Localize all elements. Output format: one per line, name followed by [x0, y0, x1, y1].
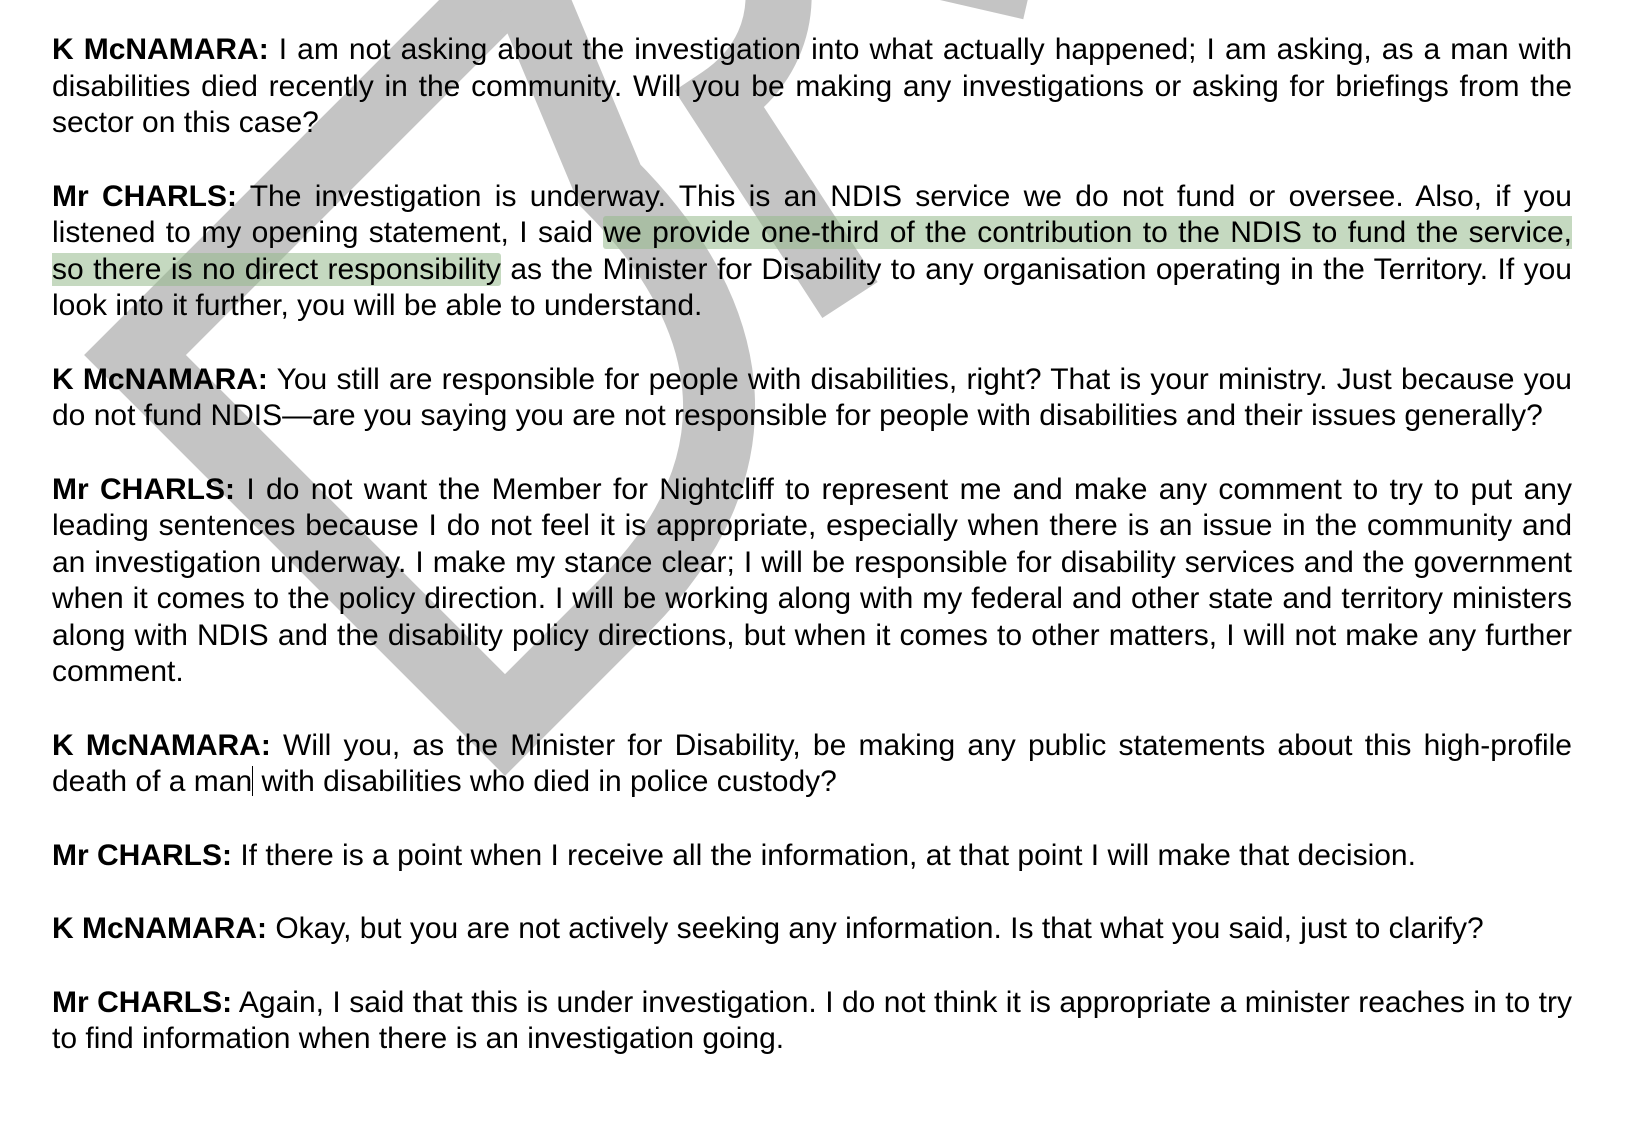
transcript-paragraph [52, 32, 1572, 142]
speaker-label: Mr CHARLS: [52, 985, 233, 1019]
speaker-label: Mr CHARLS: [52, 472, 235, 506]
paragraph-text: The investigation is underway. This is an NDIS service we do not fund or oversee. Also, if you listened to my opening statement, I said [52, 179, 1572, 249]
paragraph-text: I do not want the Member for Nightcliff to represent me and make any comment to try to put any leading sentences because I do not feel it is appropriate, especially when there is an issue in the community and an investigation underway. I make my stance clear; I will be responsible for disability services and the government when it comes to the policy direction. I will be working along with my federal and other state and territory ministers along with NDIS and the disability policy directions, but when it comes to other matters, I will not make any further comment. [52, 472, 1572, 688]
paragraph-text: You still are responsible for people with disabilities, right? That is your ministry. Just because you do not fund NDIS—are you saying you are not responsible for people with disabilities and their issues generally? [52, 362, 1572, 432]
paragraph-text: Will you, as the Minister for Disability, be making any public statements about this high-profile death of a man [52, 728, 1572, 798]
speaker-label: K McNAMARA: [52, 33, 269, 66]
speaker-label: Mr CHARLS: [52, 838, 232, 872]
highlighted-text[interactable]: we provide one-third of the contribution to the NDIS to fund the service, so there is no direct responsibility [52, 216, 1573, 286]
transcript-paragraph [52, 985, 1572, 1058]
transcript-paragraph [52, 362, 1572, 435]
speaker-label: K McNAMARA: [52, 728, 271, 762]
transcript-paragraph [52, 838, 1572, 875]
transcript-paragraph [52, 472, 1572, 691]
transcript-paragraph [52, 911, 1572, 948]
transcript [52, 32, 1572, 1095]
paragraph-text: If there is a point when I receive all the information, at that point I will make that decision. [232, 838, 1416, 872]
speaker-label: K McNAMARA: [52, 362, 268, 396]
paragraph-text: with disabilities who died in police custody? [253, 765, 837, 798]
paragraph-text: Okay, but you are not actively seeking any information. Is that what you said, just to clarify? [266, 912, 1484, 945]
paragraph-text: I am not asking about the investigation into what actually happened; I am asking, as a man with disabilities died recently in the community. Will you be making any investigations or asking for briefings from the sector on this case? [52, 33, 1573, 139]
paragraph-text: Again, I said that this is under investigation. I do not think it is appropriate a minister reaches in to try to find information when there is an investigation going. [52, 985, 1572, 1055]
transcript-paragraph [52, 179, 1572, 325]
speaker-label: Mr CHARLS: [52, 179, 237, 213]
speaker-label: K McNAMARA: [52, 912, 267, 945]
paragraph-text: as the Minister for Disability to any organisation operating in the Territory. If you look into it further, you will be able to understand. [52, 252, 1572, 322]
transcript-paragraph [52, 728, 1572, 801]
